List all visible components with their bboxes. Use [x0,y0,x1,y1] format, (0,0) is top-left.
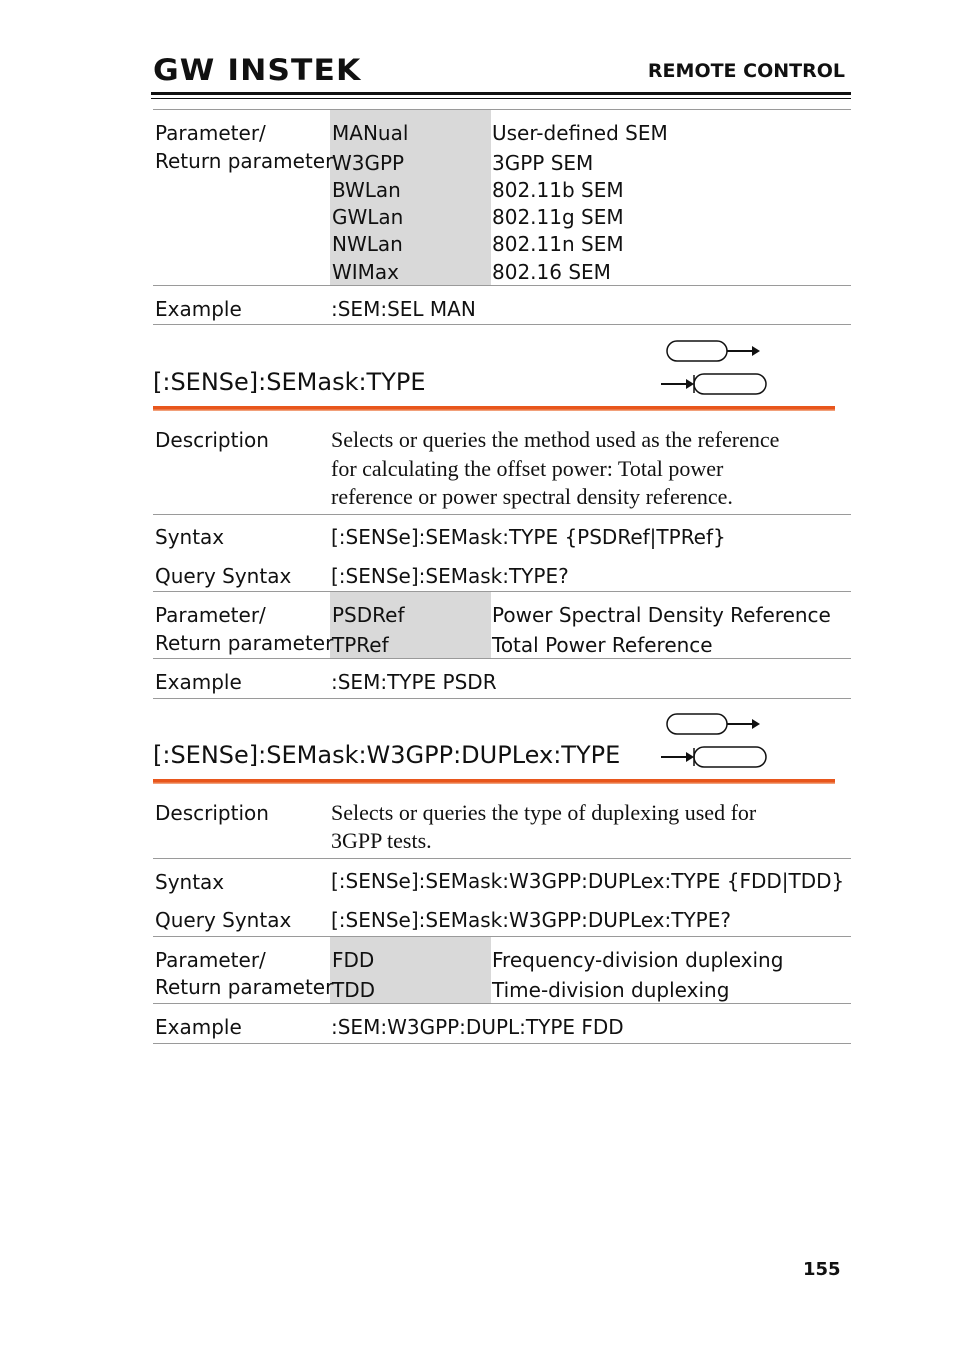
param-value: FDD [332,948,375,972]
command-title: [:SENSe]:SEMask:TYPE [153,368,426,396]
param-value: MANual [332,121,409,145]
description-text: Selects or queries the method used as the reference [331,427,780,452]
set-command-icon [667,714,760,734]
example-label: Example [155,1015,242,1039]
param-label: Parameter/ [155,603,266,627]
example-value: :SEM:W3GPP:DUPL:TYPE FDD [331,1015,624,1039]
description-text: reference or power spectral density reference. [331,484,733,509]
example-label: Example [155,297,242,321]
query-syntax-value: [:SENSe]:SEMask:W3GPP:DUPLex:TYPE? [331,908,731,932]
param-desc: Frequency-division duplexing [492,948,784,972]
description-text: Selects or queries the type of duplexing used for [331,800,757,825]
syntax-label: Syntax [155,525,225,549]
syntax-value: [:SENSe]:SEMask:TYPE {PSDRef|TPRef} [331,525,726,549]
query-syntax-label: Query Syntax [155,908,292,932]
query-syntax-value: [:SENSe]:SEMask:TYPE? [331,564,569,588]
title-accent-rule [153,406,835,411]
divider [153,591,851,592]
section-label: REMOTE CONTROL [647,60,845,82]
divider [153,698,851,699]
query-command-icon [661,747,766,767]
query-syntax-label: Query Syntax [155,564,292,588]
param-label: Return parameter [155,149,334,173]
divider [153,514,851,515]
page-number: 155 [803,1259,841,1280]
param-value: NWLan [332,232,403,256]
command-title: [:SENSe]:SEMask:W3GPP:DUPLex:TYPE [153,741,621,769]
divider [153,285,851,286]
divider [153,1043,851,1044]
example-value: :SEM:SEL MAN [331,297,476,321]
divider [153,936,851,937]
divider [153,324,851,325]
header-rule-thin [151,98,851,99]
gw-instek-logo: GW INSTEK [153,53,362,87]
param-desc: 802.11b SEM [492,178,624,202]
param-value: PSDRef [332,603,405,627]
param-value: BWLan [332,178,401,202]
description-label: Description [155,428,269,452]
header-rule [151,92,851,95]
set-query-command-icons [660,711,770,771]
param-label: Parameter/ [155,948,266,972]
param-desc: Total Power Reference [492,633,713,657]
param-desc: 802.11g SEM [492,205,624,229]
title-accent-rule [153,779,835,784]
description-text: 3GPP tests. [331,828,432,853]
param-label: Return parameter [155,975,334,999]
syntax-value: [:SENSe]:SEMask:W3GPP:DUPLex:TYPE {FDD|TDD} [331,869,845,893]
description-label: Description [155,801,269,825]
description-text: for calculating the offset power: Total power [331,456,724,481]
param-label: Parameter/ [155,121,266,145]
example-label: Example [155,670,242,694]
divider [153,858,851,859]
param-value: GWLan [332,205,404,229]
param-value: TPRef [332,633,389,657]
query-command-icon [661,374,766,394]
param-value: W3GPP [332,151,405,175]
set-command-icon [667,341,760,361]
set-query-command-icons [660,338,770,398]
divider [153,1003,851,1004]
param-value: TDD [332,978,376,1002]
param-label: Return parameter [155,631,334,655]
param-desc: Time-division duplexing [492,978,730,1002]
param-desc: 802.11n SEM [492,232,624,256]
param-desc: Power Spectral Density Reference [492,603,831,627]
divider [153,658,851,659]
param-value: WIMax [332,260,400,284]
divider [153,109,851,110]
example-value: :SEM:TYPE PSDR [331,670,497,694]
param-desc: User-defined SEM [492,121,668,145]
param-desc: 802.16 SEM [492,260,611,284]
param-desc: 3GPP SEM [492,151,594,175]
syntax-label: Syntax [155,870,225,894]
